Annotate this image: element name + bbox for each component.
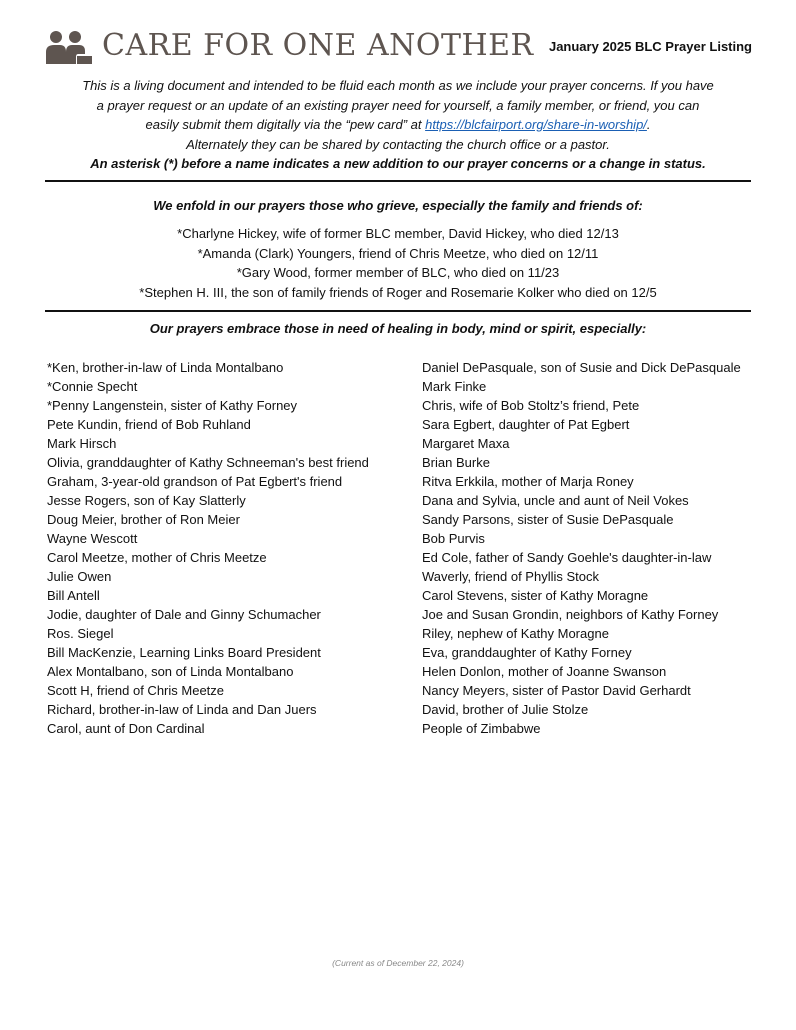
list-item: Graham, 3-year-old grandson of Pat Egbert's friend <box>47 474 343 489</box>
list-item: *Ken, brother-in-law of Linda Montalbano <box>47 360 284 375</box>
list-item: Brian Burke <box>422 455 490 470</box>
current-as-of-note: (Current as of December 22, 2024) <box>332 958 464 968</box>
list-item: *Stephen H. III, the son of family friends of Roger and Rosemarie Kolker who died on 12/5 <box>139 284 657 300</box>
list-item: Jesse Rogers, son of Kay Slatterly <box>47 493 246 508</box>
list-item: Chris, wife of Bob Stoltz’s friend, Pete <box>422 398 640 413</box>
list-item: Joe and Susan Grondin, neighbors of Kathy Forney <box>422 607 719 622</box>
list-item: Bill MacKenzie, Learning Links Board President <box>47 645 321 660</box>
divider <box>45 310 751 312</box>
list-item: Eva, granddaughter of Kathy Forney <box>422 645 632 660</box>
share-in-worship-link[interactable]: https://blcfairport.org/share-in-worship/ <box>425 117 647 132</box>
intro-line <box>40 115 756 135</box>
list-item: Waverly, friend of Phyllis Stock <box>422 569 599 584</box>
list-item: Richard, brother-in-law of Linda and Dan Juers <box>47 702 317 717</box>
list-item: Daniel DePasquale, son of Susie and Dick DePasquale <box>422 360 741 375</box>
grieve-list <box>40 224 756 302</box>
intro-line: a prayer request or an update of an existing prayer need for yourself, a family member, or friend, you can <box>96 97 700 113</box>
list-item: People of Zimbabwe <box>422 721 541 736</box>
list-item: Olivia, granddaughter of Kathy Schneeman's best friend <box>47 455 369 470</box>
list-item: *Connie Specht <box>47 379 138 394</box>
list-item: Scott H, friend of Chris Meetze <box>47 683 225 698</box>
list-item: Riley, nephew of Kathy Moragne <box>422 626 609 641</box>
page-header <box>44 26 754 70</box>
list-item: *Gary Wood, former member of BLC, who died on 11/23 <box>236 265 560 280</box>
list-item: *Amanda (Clark) Youngers, friend of Chris Meetze, who died on 12/11 <box>197 245 599 261</box>
divider <box>45 180 751 182</box>
list-item: Nancy Meyers, sister of Pastor David Gerhardt <box>422 683 691 698</box>
healing-list-left <box>47 358 392 738</box>
intro-line: This is a living document and intended to be fluid each month as we include your prayer concerns. If you have <box>82 78 714 93</box>
list-item: Jodie, daughter of Dale and Ginny Schumacher <box>47 607 321 622</box>
list-item: Bill Antell <box>47 588 100 603</box>
list-item: Margaret Maxa <box>422 436 510 451</box>
list-item: Sara Egbert, daughter of Pat Egbert <box>422 417 630 432</box>
list-item: Julie Owen <box>47 569 112 584</box>
listing-title: January 2025 BLC Prayer Listing <box>548 39 752 54</box>
logo-text: CARE FOR ONE ANOTHER <box>102 28 534 63</box>
list-item: David, brother of Julie Stolze <box>422 702 589 717</box>
list-item: Mark Finke <box>422 379 487 394</box>
list-item: Carol Meetze, mother of Chris Meetze <box>47 550 267 565</box>
list-item: Carol, aunt of Don Cardinal <box>47 721 205 736</box>
grieve-heading: We enfold in our prayers those who grieve, especially the family and friends of: <box>153 198 643 213</box>
intro-text: easily submit them digitally via the “pew card” at <box>145 117 426 132</box>
intro-line: Alternately they can be shared by contacting the church office or a pastor. <box>186 136 610 152</box>
list-item: Mark Hirsch <box>47 436 117 451</box>
list-item: Carol Stevens, sister of Kathy Moragne <box>422 588 649 603</box>
list-item: Pete Kundin, friend of Bob Ruhland <box>47 417 251 432</box>
list-item: Wayne Wescott <box>47 531 138 546</box>
list-item: Ritva Erkkila, mother of Marja Roney <box>422 474 634 489</box>
healing-heading: Our prayers embrace those in need of healing in body, mind or spirit, especially: <box>149 321 647 336</box>
people-icon <box>44 30 94 66</box>
intro-paragraph <box>40 76 756 174</box>
list-item: Doug Meier, brother of Ron Meier <box>47 512 240 527</box>
list-item: Alex Montalbano, son of Linda Montalbano <box>47 664 294 679</box>
asterisk-note: An asterisk (*) before a name indicates a new addition to our prayer concerns or a change in status. <box>90 156 706 171</box>
intro-text: . <box>646 117 651 132</box>
healing-list-right <box>422 358 762 738</box>
list-item: Helen Donlon, mother of Joanne Swanson <box>422 664 667 679</box>
list-item: Bob Purvis <box>422 531 485 546</box>
list-item: *Charlyne Hickey, wife of former BLC member, David Hickey, who died 12/13 <box>177 226 619 241</box>
list-item: Ros. Siegel <box>47 626 114 641</box>
list-item: Ed Cole, father of Sandy Goehle's daughter-in-law <box>422 550 712 565</box>
list-item: Sandy Parsons, sister of Susie DePasquale <box>422 512 674 527</box>
list-item: *Penny Langenstein, sister of Kathy Forney <box>47 398 298 413</box>
list-item: Dana and Sylvia, uncle and aunt of Neil Vokes <box>422 493 689 508</box>
